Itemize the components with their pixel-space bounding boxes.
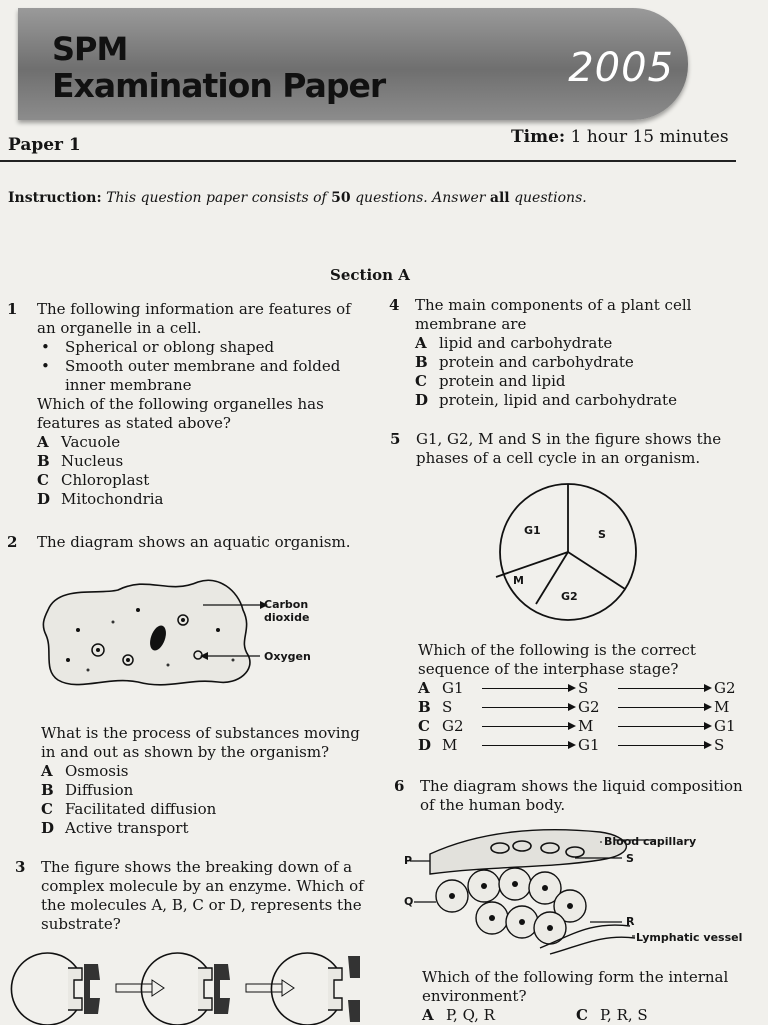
q4-option-c: C protein and lipid [415,372,566,390]
q6-question: Which of the following form the internal environment? [422,968,729,1005]
header-rule [0,160,736,162]
banner-line1: SPM [52,30,128,68]
title-banner [18,8,688,120]
q4-option-a: A lipid and carbohydrate [415,334,613,352]
q5-option-b: B S G2 M [418,698,730,716]
q1-option-d: D Mitochondria [37,490,164,508]
amoeba-diagram [38,570,368,700]
label-carbon-dioxide: Carbon dioxide [264,598,310,624]
q2-option-b: B Diffusion [41,781,134,799]
pie-label-s: S [598,528,606,541]
q1-option-c: C Chloroplast [37,471,150,489]
pie-label-g1: G1 [524,524,541,537]
question-4: 4 The main components of a plant cell membrane are A lipid and carbohydrate B protein and carbohydrate C protein and lipid D protein, lipid and carbohydrate [415,296,745,410]
label-oxygen: Oxygen [264,650,311,663]
question-3: 3 The figure shows the breaking down of a complex molecule by an enzyme. Which of the molecules A, B, C or D, represents the substrate? [41,858,371,934]
section-title: Section A [330,266,410,284]
q5-option-c: C G2 M G1 [418,717,736,735]
banner-year: 2005 [568,45,674,91]
label-s: S [626,852,634,865]
q6-options-row [422,1006,748,1025]
q2-text: The diagram shows an aquatic organism. [37,533,351,551]
q6-option-c: C P, R, S [576,1006,648,1024]
q4-text: The main components of a plant cell membrane are [415,296,692,333]
banner-line2: Examination Paper [52,66,386,105]
question-5-options [418,641,744,755]
q2-question: What is the process of substances moving in and out as shown by the organism? [41,724,360,761]
q1-option-a: A Vacuole [37,433,121,451]
question-2-options [41,724,371,838]
q2-option-a: A Osmosis [41,762,129,780]
q4-option-b: B protein and carbohydrate [415,353,634,371]
q1-bullet: • Smooth outer membrane and folded inner membrane [41,357,341,394]
question-5: 5 G1, G2, M and S in the figure shows the phases of a cell cycle in an organism. [416,430,742,468]
q6-text: The diagram shows the liquid composition of the human body. [420,777,743,814]
q6-option-a: A P, Q, R [422,1006,495,1024]
q1-option-b: B Nucleus [37,452,124,470]
pie-label-g2: G2 [561,590,578,603]
question-1: 1 The following information are features of an organelle in a cell. • Spherical or oblong shaped • Smooth outer membrane and folded inner membrane Which of the following organelles has features as stated above? A Vacuole B Nucleus C Chloroplast D Mitochondria [37,300,367,509]
question-6: 6 The diagram shows the liquid composition of the human body. [420,777,746,815]
q4-option-d: D protein, lipid and carbohydrate [415,391,677,409]
q5-option-d: D M G1 S [418,736,725,754]
q2-option-c: C Facilitated diffusion [41,800,217,818]
pie-label-m: M [513,574,524,587]
label-r: R [626,915,635,928]
q1-bullet: • Spherical or oblong shaped [41,338,275,356]
question-6-options [422,968,748,1025]
q1-text: The following information are features of an organelle in a cell. [37,300,351,337]
paper-label: Paper 1 [8,135,81,155]
q5-question: Which of the following is the correct sequence of the interphase stage? [418,641,696,678]
instruction: Instruction: This question paper consists of 50 questions. Answer all questions. [8,190,587,206]
question-2: 2 The diagram shows an aquatic organism. [37,533,367,552]
q1-question: Which of the following organelles has features as stated above? [37,395,324,432]
time-label: Time: 1 hour 15 minutes [511,127,729,147]
q3-text: The figure shows the breaking down of a complex molecule by an enzyme. Which of the molecules A, B, C or D, represents the substrate? [41,858,364,933]
label-q: Q [404,895,414,908]
label-p: P [404,854,413,867]
label-blood-capillary: Blood capillary [604,835,697,848]
q5-option-a: A G1 S G2 [418,679,736,697]
q5-text: G1, G2, M and S in the figure shows the phases of a cell cycle in an organism. [416,430,722,467]
label-lymphatic-vessel: Lymphatic vessel [636,931,743,944]
enzyme-diagram [18,950,363,1024]
q2-option-d: D Active transport [41,819,189,837]
